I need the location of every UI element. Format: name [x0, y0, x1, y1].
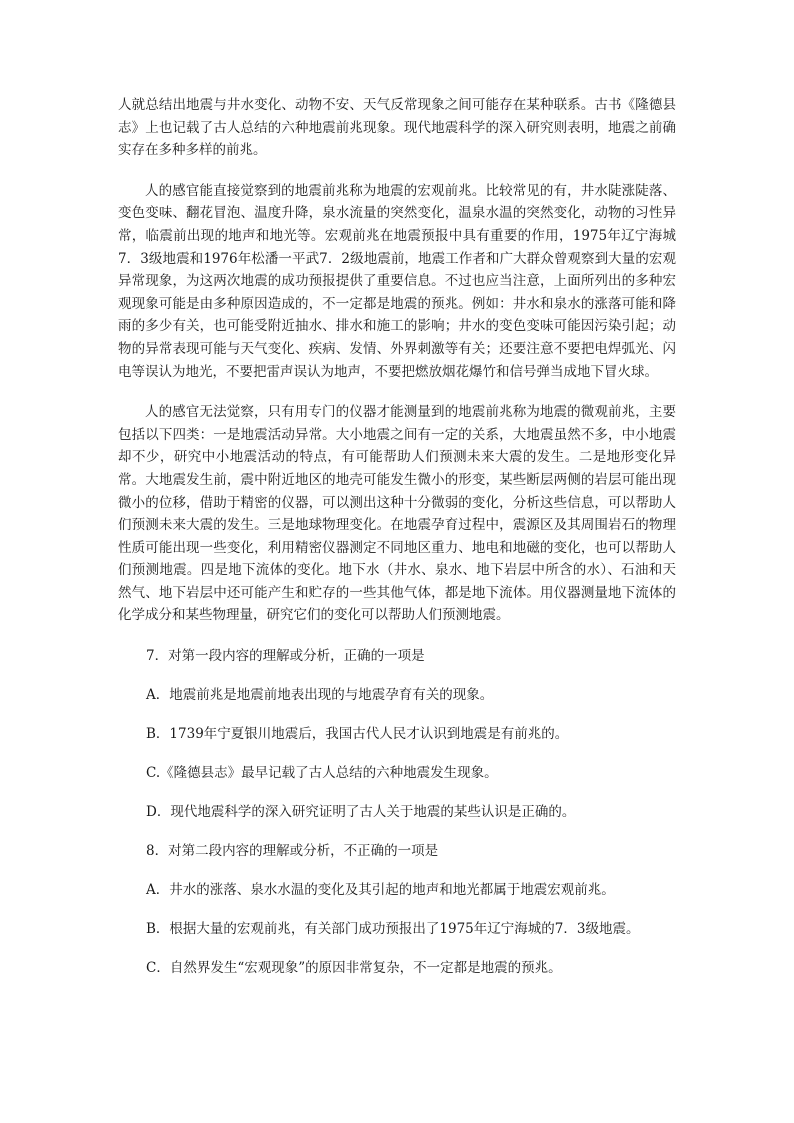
question-8-option-b: B．根据大量的宏观前兆，有关部门成功预报出了1975年辽宁海城的7．3级地震。 [146, 921, 640, 938]
paragraph-1: 人就总结出地震与井水变化、动物不安、天气反常现象之间可能存在某种联系。古书《隆德县志》上也记载了古人总结的六种地震前兆现象。现代地震科学的深入研究则表明，地震之前确实存在多种多样的前兆。 [118, 97, 676, 159]
document-page [118, 94, 676, 979]
paragraph-2: 人的感官能直接觉察到的地震前兆称为地震的宏观前兆。比较常见的有，井水陡涨陡落、变色变味、翻花冒泡、温度升降，泉水流量的突然变化，温泉水温的突然变化，动物的习性异常，临震前出现的地声和地光等。宏观前兆在地震预报中具有重要的作用，1975年辽宁海城7．3级地震和1976年松潘一平武7．2级地震前，地震工作者和广大群众曾观察到大量的宏观异常现象，为这两次地震的成功预报提供了重要信息。不过也应当注意，上面所列出的多种宏观现象可能是由多种原因造成的，不一定都是地震的预兆。例如：井水和泉水的涨落可能和降雨的多少有关，也可能受附近抽水、排水和施工的影响；井水的变色变味可能因污染引起；动物的异常表现可能与天气变化、疾病、发情、外界刺激等有关；还要注意不要把电焊弧光、闪电等误认为地光，不要把雷声误认为地声，不要把燃放烟花爆竹和信号弹当成地下冒火球。 [118, 182, 676, 380]
question-7-option-c: C.《隆德县志》最早记载了古人总结的六种地震发生现象。 [146, 765, 498, 782]
question-7-option-d: D．现代地震科学的深入研究证明了古人关于地震的某些认识是正确的。 [146, 804, 576, 821]
paragraph-3: 人的感官无法觉察，只有用专门的仪器才能测量到的地震前兆称为地震的微观前兆，主要包括以下四类：一是地震活动异常。大小地震之间有一定的关系，大地震虽然不多，中小地震却不少，研究中小地震活动的特点，有可能帮助人们预测未来大震的发生。二是地形变化异常。大地震发生前，震中附近地区的地壳可能发生微小的形变，某些断层两侧的岩层可能出现微小的位移，借助于精密的仪器，可以测出这种十分微弱的变化，分析这些信息，可以帮助人们预测未来大震的发生。三是地球物理变化。在地震孕育过程中，震源区及其周围岩石的物理性质可能出现一些变化，利用精密仪器测定不同地区重力、地电和地磁的变化，也可以帮助人们预测地震。四是地下流体的变化。地下水（井水、泉水、地下岩层中所含的水）、石油和天然气、地下岩层中还可能产生和贮存的一些其他气体，都是地下流体。用仪器测量地下流体的化学成分和某些物理量，研究它们的变化可以帮助人们预测地震。 [118, 404, 676, 624]
question-7-option-b: B．1739年宁夏银川地震后，我国古代人民才认识到地震是有前兆的。 [146, 726, 569, 743]
question-7-stem: 7．对第一段内容的理解或分析，正确的一项是 [146, 648, 425, 665]
question-8-option-a: A．井水的涨落、泉水水温的变化及其引起的地声和地光都属于地震宏观前兆。 [146, 882, 615, 899]
question-8-stem: 8．对第二段内容的理解或分析，不正确的一项是 [146, 843, 439, 860]
question-8-option-c: C．自然界发生“宏观现象”的原因非常复杂，不一定都是地震的预兆。 [146, 960, 562, 977]
question-7-option-a: A．地震前兆是地震前地表出现的与地震孕育有关的现象。 [146, 687, 494, 704]
